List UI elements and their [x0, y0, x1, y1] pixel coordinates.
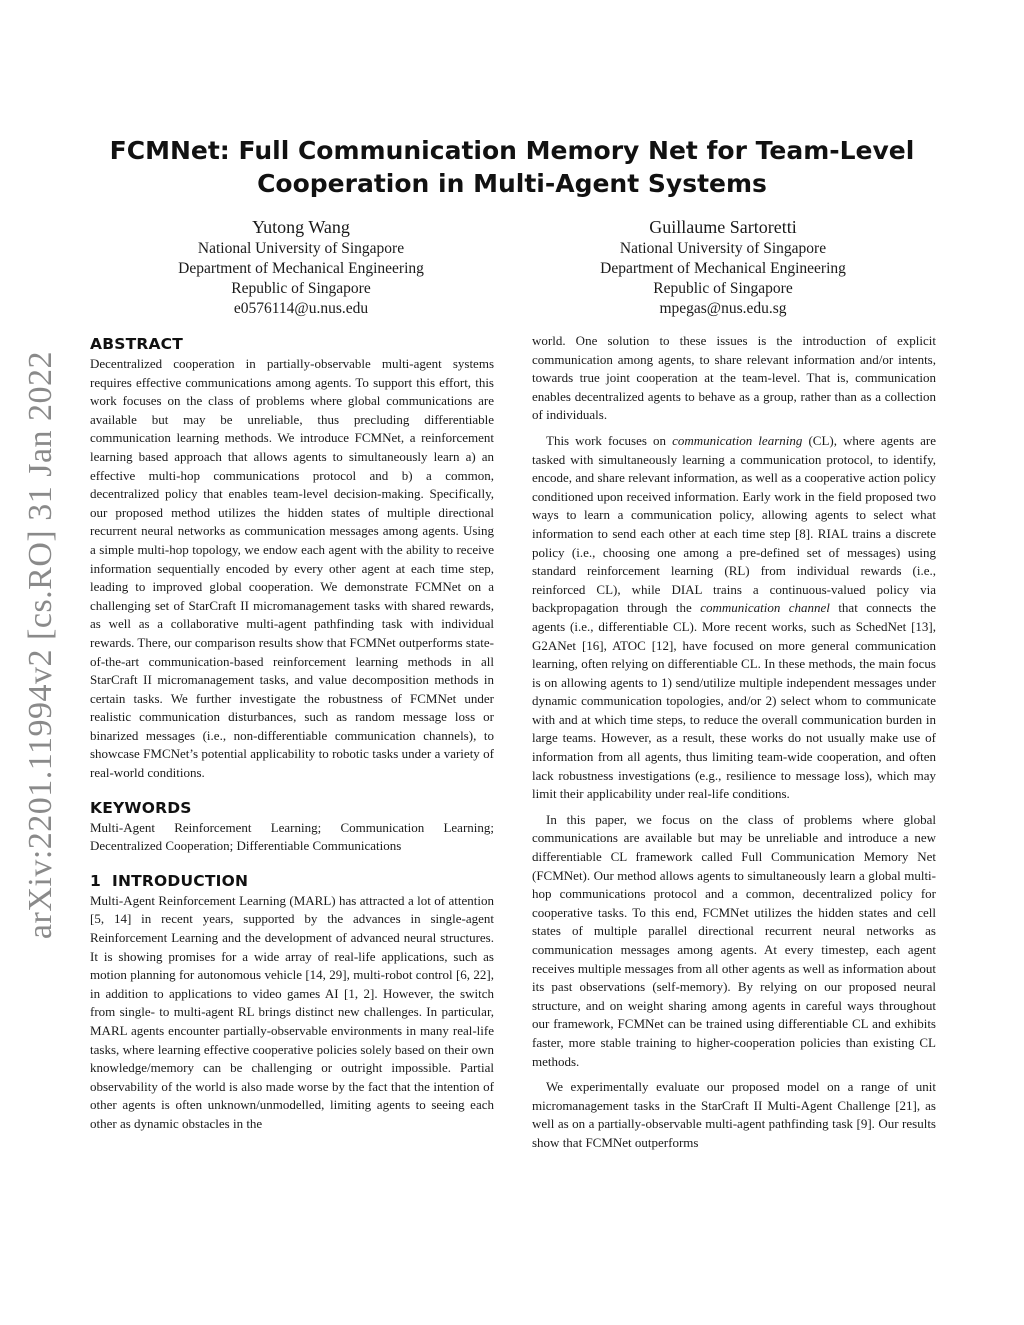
- intro-paragraph-1-continued: world. One solution to these issues is the introduction of explicit communication among agents, to share relevant information and/or intents, towards true joint cooperation at the team-level. That is, communication enables decentralized agents to behave as a group, rather than as a collection of individuals.: [532, 333, 936, 423]
- abstract-heading: ABSTRACT: [90, 335, 184, 353]
- author-block: [90, 215, 934, 319]
- author-affiliation-country: Republic of Singapore: [231, 280, 371, 297]
- intro-paragraph-2: [532, 432, 936, 804]
- right-column: [532, 332, 936, 1153]
- introduction-heading: [90, 870, 494, 892]
- keywords-heading: KEYWORDS: [90, 798, 192, 817]
- author-2: [600, 215, 846, 319]
- abstract-text: Decentralized cooperation in partially-observable multi-agent systems requires effective communications among agents. To support this effort, this work focuses on the class of problems where global communications are available but may be unreliable, thus precluding differentiable communication learning methods. We introduce FCMNet, a reinforcement learning based approach that allows agents to simultaneously learn a) an effective multi-hop communications protocol and b) a common, decentralized policy that enables team-level decision-making. Specifically, our proposed method utilizes the hidden states of multiple directional recurrent neural networks as communication messages among agents. Using a simple multi-hop topology, we endow each agent with the ability to receive information sequentially encoded by every other agent at each time step, leading to improved global cooperation. We demonstrate FCMNet on a challenging set of StarCraft II micromanagement tasks with shared rewards, as well as a collaborative multi-agent pathfinding task with individual rewards. There, our comparison results show that FCMNet outperforms state-of-the-art communication-based reinforcement learning methods in all StarCraft II micromanagement tasks, and value decomposition methods in certain tasks. We further investigate the robustness of FCMNet under realistic communication disturbances, such as random message loss or binarized messages (i.e., non-differentiable communication channels), to showcase FMCNet’s potential applicability to robotic tasks under a variety of real-world conditions.: [90, 356, 494, 781]
- paper-title: [100, 134, 924, 200]
- left-column: [90, 333, 494, 1134]
- intro-paragraph-3: In this paper, we focus on the class of problems where global communications are available but may be unreliable and introduce a new differentiable CL framework called Full Communication Memory Net (FCMNet). Our method allows agents to simultaneously learn a global multi-hop communications protocol and a common, decentralized policy for cooperative tasks. To this end, FCMNet utilizes the hidden states and cell states of multiple parallel directional recurrent neural networks as communication messages among agents. At every timestep, each agent receives multiple messages from all other agents as well as information about its past observations (self-memory). By relying on our proposed neural structure, and on weight sharing among agents in careful ways throughout our framework, FCMNet can be trained using differentiable CL and exhibits faster, more stable training to higher-cooperation policies than existing CL methods.: [532, 811, 936, 1069]
- keywords-text: Multi-Agent Reinforcement Learning; Communication Learning; Decentralized Cooperation; Differentiable Communications: [90, 819, 494, 854]
- p2-text-a: This work focuses on: [546, 432, 673, 448]
- p2-emphasis-communication-channel: communication channel: [700, 600, 830, 616]
- author-1: [178, 215, 424, 319]
- author-email: mpegas@nus.edu.sg: [659, 300, 787, 317]
- author-affiliation-university: National University of Singapore: [197, 240, 405, 257]
- p2-emphasis-communication-learning: communication learning: [672, 432, 803, 448]
- author-affiliation-department: Department of Mechanical Engineering: [600, 260, 846, 277]
- p2-text-b: (CL), where agents are tasked with simultaneously learning a communication protocol, to identify, encode, and share relevant information, as well as a cooperative action policy conditioned upon received information. Early work in the field proposed two ways to learn a communication policy, allowing agents to select what information to send each other at each time step [8]. RIAL trains a discrete policy (i.e., choosing one among a pre-defined set of messages) using standard reinforcement learning (RL) from individual rewards (i.e., reinforced CL), while DIAL trains a continuous-valued policy via backpropagation through the: [532, 432, 936, 616]
- arxiv-stamp-text: arXiv:2201.11994v2 [cs.RO] 31 Jan 2022: [22, 350, 59, 940]
- author-affiliation-country: Republic of Singapore: [653, 280, 793, 297]
- author-email: e0576114@u.nus.edu: [233, 300, 369, 317]
- title-line-1: FCMNet: Full Communication Memory Net for Team-Level: [109, 136, 915, 165]
- author-affiliation-university: National University of Singapore: [619, 240, 827, 257]
- p2-text-c: that connects the agents (i.e., differentiable CL). More recent works, such as SchedNet [13], G2ANet [16], ATOC [12], have focused on more general communication learning, often relying on differentiable CL. In these methods, the main focus is on allowing agents to 1) send/utilize multiple independent messages under dynamic communication topologies, and/or 2) select whom to communicate with and at which time steps, to reduce the overall communication burden in large teams. However, as a result, these works do not usually make use of information from all agents, thus limiting team-wide cooperation, and often lack robustness investigations (e.g., resilience to message loss), which may limit their applicability under real-life conditions.: [532, 600, 936, 802]
- title-line-2: Cooperation in Multi-Agent Systems: [257, 169, 767, 198]
- section-number: 1: [90, 871, 101, 890]
- intro-paragraph-1: Multi-Agent Reinforcement Learning (MARL) has attracted a lot of attention [5, 14] in recent years, supported by the advances in single-agent Reinforcement Learning and the development of advanced neural structures. It is showing promises for a wide array of real-life applications, such as motion planning for autonomous vehicle [14, 29], multi-robot control [6, 22], in addition to applications to video games AI [1, 2]. However, the switch from single- to multi-agent RL brings distinct new challenges. In particular, MARL agents encounter partially-observable environments in many real-life tasks, where learning effective cooperative policies solely based on their own knowledge/memory can be challenging or outright impossible. Partial observability of the world is also made worse by the fact that the intention of other agents is often unknown/unmodelled, limiting agents to seeing each other as dynamic obstacles in the: [90, 892, 494, 1131]
- author-name: Yutong Wang: [252, 217, 350, 237]
- author-affiliation-department: Department of Mechanical Engineering: [178, 260, 424, 277]
- author-name: Guillaume Sartoretti: [649, 217, 797, 237]
- intro-paragraph-4: We experimentally evaluate our proposed model on a range of unit micromanagement tasks in the StarCraft II Multi-Agent Challenge [21], as well as on a partially-observable multi-agent pathfinding task [9]. Our results show that FCMNet outperforms: [532, 1079, 936, 1150]
- arxiv-stamp: [20, 345, 62, 945]
- section-title: INTRODUCTION: [112, 871, 249, 890]
